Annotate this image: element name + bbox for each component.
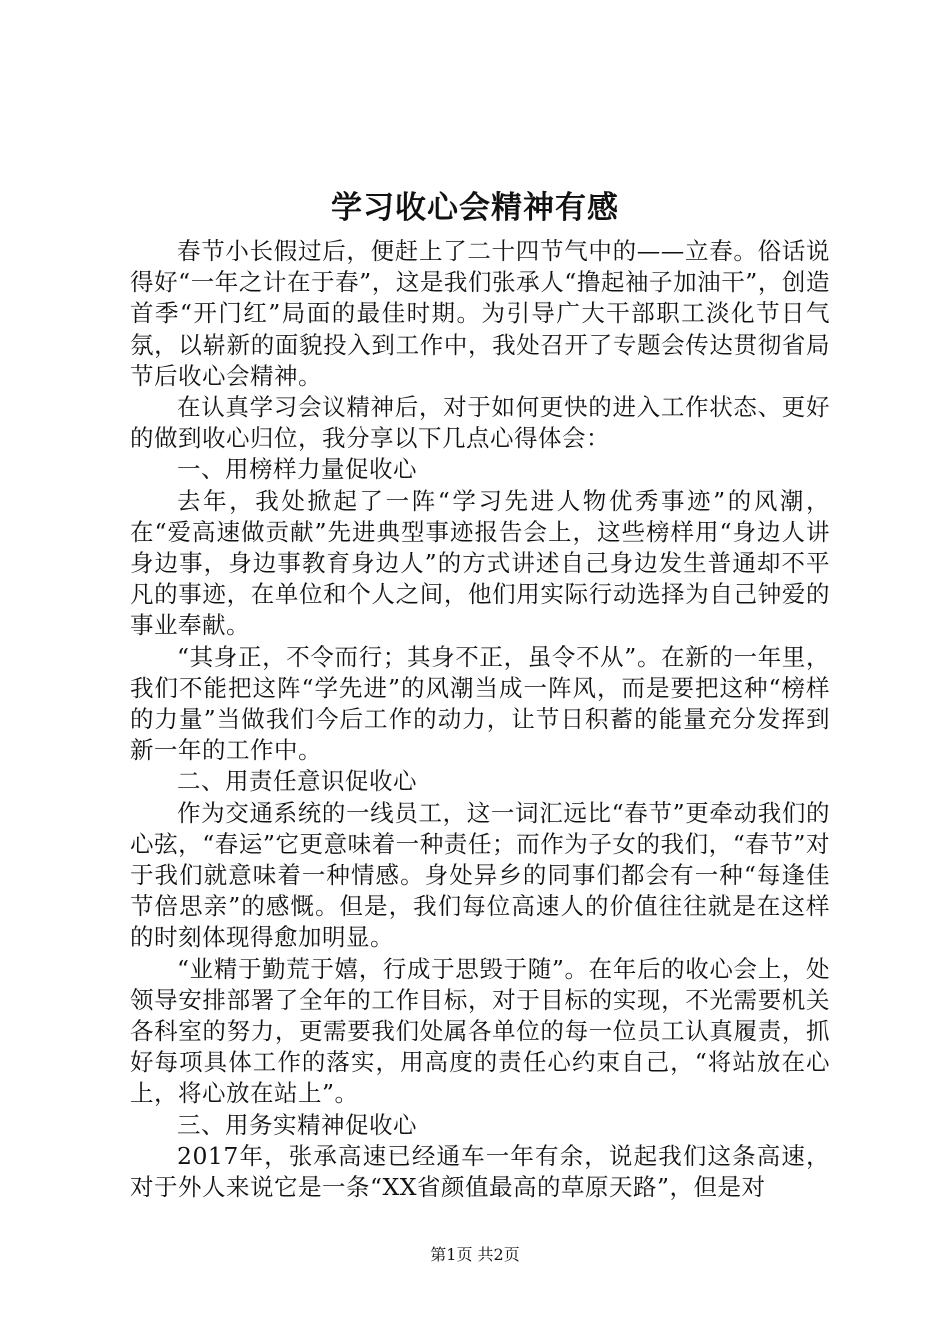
- section-heading: 三、用务实精神促收心: [177, 1110, 417, 1139]
- body-paragraph: “其身正，不令而行；其身不正，虽令不从”。在新的一年里，我们不能把这阵“学先进”的风潮当成一阵风，而是要把这种“榜样的力量”当做我们今后工作的动力，让节日积蓄的能量充分发挥到新一年的工作中。: [130, 642, 830, 765]
- body-paragraph: 在认真学习会议精神后，对于如何更快的进入工作状态、更好的做到收心归位，我分享以下几点心得体会：: [130, 393, 830, 453]
- body-paragraph: 去年，我处掀起了一阵“学习先进人物优秀事迹”的风潮，在“爱高速做贡献”先进典型事迹报告会上，这些榜样用“身边人讲身边事，身边事教育身边人”的方式讲述自己身边发生普通却不平凡的事迹，在单位和个人之间，他们用实际行动选择为自己钟爱的事业奉献。: [130, 486, 830, 640]
- body-paragraph: 2017年，张承高速已经通车一年有余，说起我们这条高速，对于外人来说它是一条“XX省颜值最高的草原天路”，但是对: [130, 1141, 830, 1202]
- body-paragraph: 作为交通系统的一线员工，这一词汇远比“春节”更牵动我们的心弦，“春运”它更意味着一种责任；而作为子女的我们，“春节”对于我们就意味着一种情感。身处异乡的同事们都会有一种“每逢佳节倍思亲”的感慨。但是，我们每位高速人的价值往往就是在这样的时刻体现得愈加明显。: [130, 798, 830, 952]
- document-title: 学习收心会精神有感: [331, 190, 619, 226]
- document-body: [130, 236, 830, 1203]
- page-footer: 第1页 共2页: [430, 1245, 520, 1264]
- section-heading: 二、用责任意识促收心: [177, 767, 417, 796]
- section-heading: 一、用榜样力量促收心: [177, 455, 417, 484]
- body-paragraph: “业精于勤荒于嬉，行成于思毁于随”。在年后的收心会上，处领导安排部署了全年的工作目标，对于目标的实现，不光需要机关各科室的努力，更需要我们处属各单位的每一位员工认真履责，抓好每项具体工作的落实，用高度的责任心约束自己，“将站放在心上，将心放在站上”。: [130, 954, 830, 1108]
- body-paragraph: 春节小长假过后，便赶上了二十四节气中的——立春。俗话说得好“一年之计在于春”，这是我们张承人“撸起袖子加油干”，创造首季“开门红”局面的最佳时期。为引导广大干部职工淡化节日气氛，以崭新的面貌投入到工作中，我处召开了专题会传达贯彻省局节后收心会精神。: [130, 237, 830, 390]
